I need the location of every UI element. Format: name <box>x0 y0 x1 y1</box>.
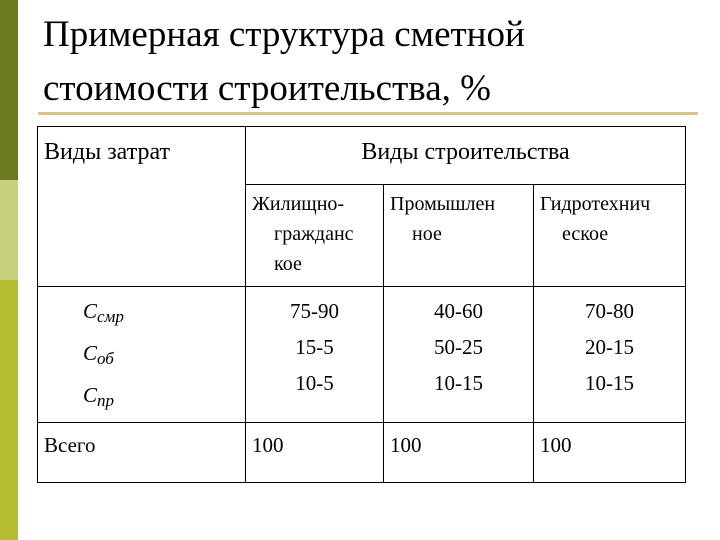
column-header-industrial <box>384 185 534 287</box>
symbol-ob: $С_{об}$ <box>83 341 114 368</box>
column-header-line: кое <box>274 253 302 275</box>
table-cell-value: 50-25 <box>434 335 483 359</box>
table-cell-value: 15-5 <box>295 335 334 359</box>
column-header-line: ное <box>412 223 442 245</box>
symbol-smr: $С_{смр}$ <box>83 299 124 326</box>
total-hydrotechnical: 100 <box>534 423 686 483</box>
values-residential <box>246 287 384 423</box>
column-header-line: Жилищно- <box>252 193 345 215</box>
values-industrial <box>384 287 534 423</box>
header-cost-types: Виды затрат <box>38 127 246 287</box>
slide-title: Примерная структура сметной стоимости строительства, % <box>43 14 525 109</box>
column-header-line: еское <box>562 223 609 245</box>
title-divider <box>38 112 698 115</box>
table-cell-value: 20-15 <box>585 335 634 359</box>
table-cell-value: 70-80 <box>585 299 634 323</box>
sidebar-segment-light <box>0 180 18 280</box>
table-cell-value: 40-60 <box>434 299 483 323</box>
total-residential: 100 <box>246 423 384 483</box>
sidebar-segment-mid <box>0 280 18 540</box>
sidebar-segment-dark <box>0 0 18 180</box>
column-header-hydrotechnical <box>534 185 686 287</box>
column-header-line: гражданс <box>274 223 354 245</box>
table-cell-value: 10-5 <box>295 371 334 395</box>
header-construction-types: Виды строительства <box>246 127 686 185</box>
column-header-line: Промышлен <box>390 193 496 215</box>
column-header-line: Гидротехнич <box>540 193 651 215</box>
symbol-pr: $С_{пр}$ <box>83 383 115 410</box>
values-hydrotechnical <box>534 287 686 423</box>
cost-symbols-cell <box>38 287 246 423</box>
table-cell-value: 10-15 <box>434 371 483 395</box>
total-label: Всего <box>38 423 246 483</box>
table-cell-value: 10-15 <box>585 371 634 395</box>
decorative-sidebar <box>0 0 18 540</box>
cost-structure-table <box>37 126 686 483</box>
table-cell-value: 75-90 <box>290 299 339 323</box>
total-industrial: 100 <box>384 423 534 483</box>
column-header-residential <box>246 185 384 287</box>
